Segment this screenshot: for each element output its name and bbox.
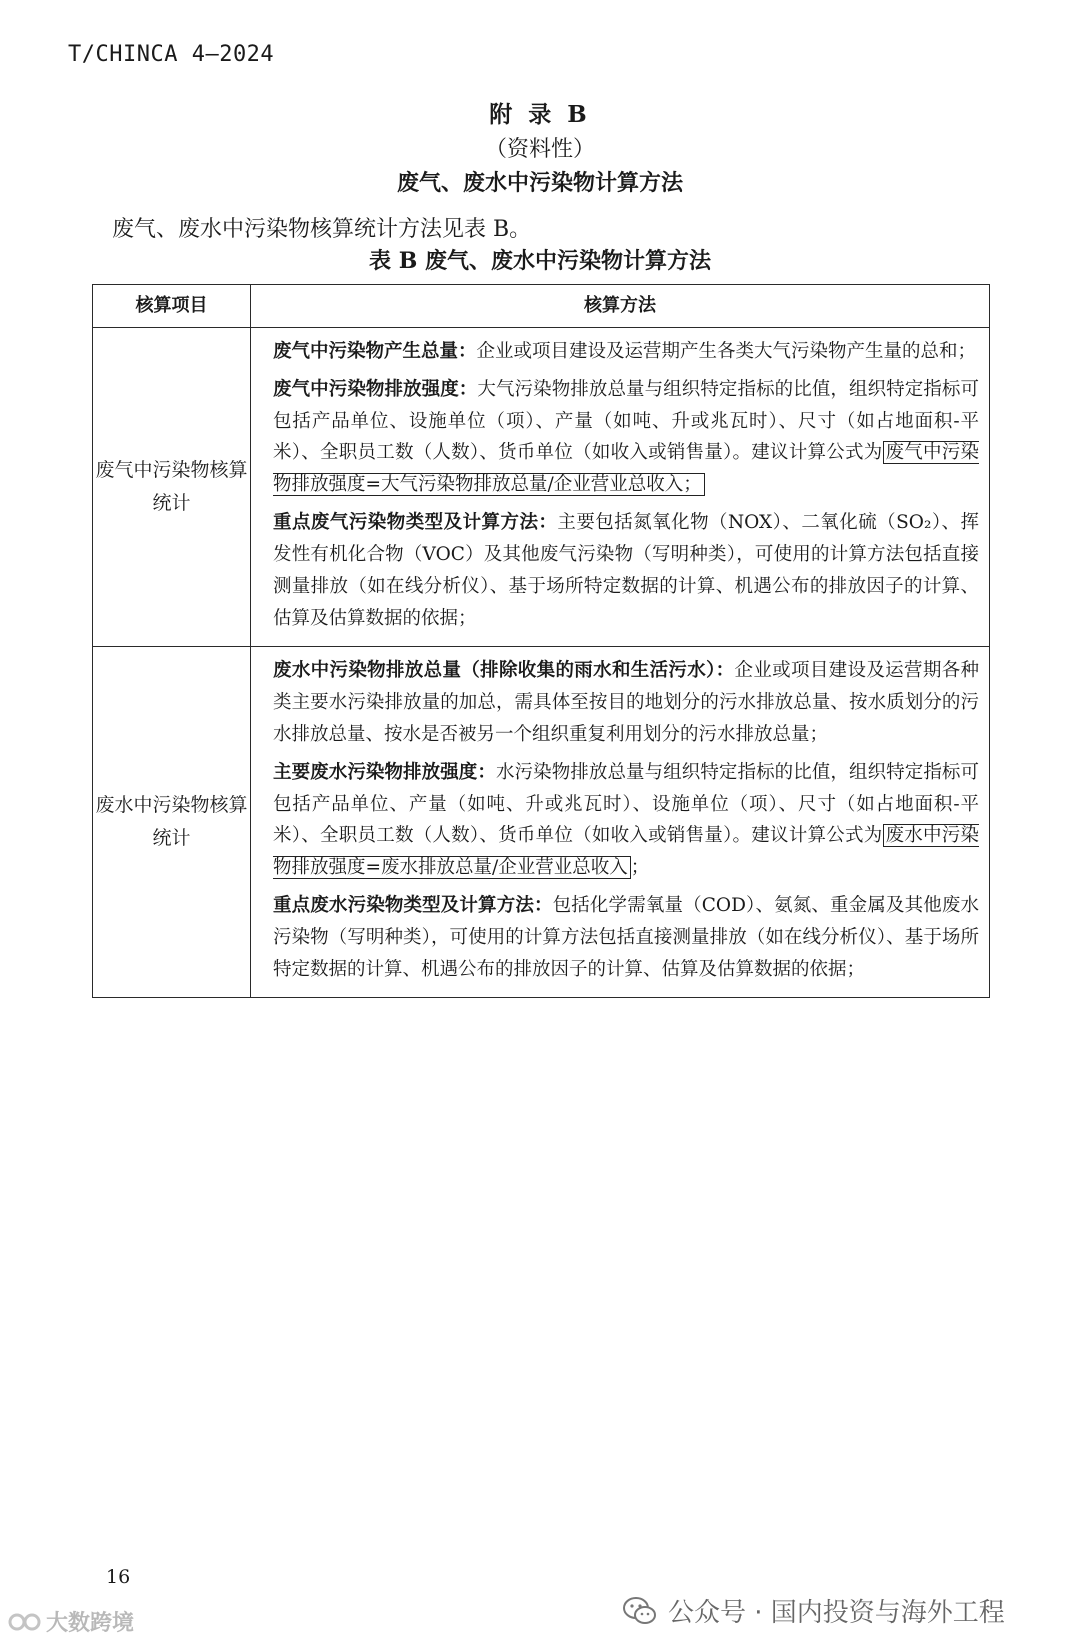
appendix-kind: （资料性） — [484, 137, 595, 162]
document-id: T/CHINCA 4—2024 — [68, 42, 275, 67]
watermark — [8, 1606, 134, 1637]
table-row — [93, 647, 990, 998]
header-item: 核算项目 — [93, 285, 251, 328]
wechat-icon — [622, 1596, 658, 1626]
formula-box: 废气中污染物排放强度=大气污染物排放总量/企业营业总收入； — [273, 442, 979, 496]
appendix-title: 附 录 B — [489, 101, 591, 128]
para-heading: 主要废水污染物排放强度： — [273, 761, 496, 783]
method-paragraph — [273, 757, 979, 884]
para-heading: 废气中污染物产生总量： — [273, 341, 477, 362]
header-method: 核算方法 — [251, 285, 990, 328]
para-after: ； — [630, 857, 650, 879]
table-row — [93, 328, 990, 647]
para-text: 主要包括氮氧化物（NOX）、二氧化硫（SO₂）、挥发性有机化合物（VOC）及其他废气污染物（写明种类），可使用的计算方法包括直接测量排放（如在线分析仪）、基于场所特定数据的计算、机遇公布的排放因子的计算、估算及估算数据的依据； — [273, 512, 979, 629]
item-cell: 废气中污染物核算统计 — [93, 328, 251, 647]
watermark-logo-icon — [8, 1610, 42, 1634]
para-text: 企业或项目建设及运营期产生各类大气污染物产生量的总和； — [476, 341, 977, 362]
method-cell — [251, 647, 990, 998]
method-paragraph — [273, 890, 979, 985]
table-caption: 表 B 废气、废水中污染物计算方法 — [369, 248, 711, 274]
calculation-table — [92, 284, 990, 998]
para-text: 包括化学需氧量（COD）、氨氮、重金属及其他废水污染物（写明种类），可使用的计算方法包括直接测量排放（如在线分析仪）、基于场所特定数据的计算、机遇公布的排放因子的计算、估算及估算数据的依据； — [273, 895, 979, 980]
para-text: 水污染物排放总量与组织特定指标的比值，组织特定指标可包括产品单位、产量（如吨、升或兆瓦时）、设施单位（项）、尺寸（如占地面积-平米）、全职员工数（人数）、货币单位（如收入或销售量）。建议计算公式为 — [273, 761, 979, 847]
para-heading: 重点废气污染物类型及计算方法： — [273, 512, 558, 534]
watermark-text: 大数跨境 — [46, 1611, 135, 1636]
para-heading: 重点废水污染物类型及计算方法： — [273, 895, 553, 916]
method-paragraph — [273, 336, 979, 368]
intro-paragraph: 废气、废水中污染物核算统计方法见表 B。 — [112, 217, 532, 242]
item-cell: 废水中污染物核算统计 — [93, 647, 251, 998]
page-number: 16 — [106, 1566, 131, 1588]
method-paragraph — [273, 507, 979, 634]
para-text: 大气污染物排放总量与组织特定指标的比值，组织特定指标可包括产品单位、设施单位（项）、产量（如吨、升或兆瓦时）、尺寸（如占地面积-平米）、全职员工数（人数）、货币单位（如收入或销售量）。建议计算公式为 — [273, 378, 979, 464]
method-paragraph — [273, 374, 979, 501]
appendix-subtitle: 废气、废水中污染物计算方法 — [396, 170, 683, 196]
method-cell — [251, 328, 990, 647]
para-text: 企业或项目建设及运营期各种类主要水污染排放量的加总，需具体至按目的地划分的污水排放总量、按水质划分的污水排放总量、按水是否被另一个组织重复利用划分的污水排放总量； — [273, 660, 979, 745]
method-paragraph — [273, 655, 979, 750]
formula-box: 废水中污染物排放强度=废水排放总量/企业营业总收入 — [273, 825, 979, 879]
para-heading: 废气中污染物排放强度： — [273, 378, 478, 400]
wechat-footer — [622, 1592, 1005, 1629]
para-heading: 废水中污染物排放总量（排除收集的雨水和生活污水）： — [273, 660, 735, 682]
table-header-row — [93, 285, 990, 328]
wechat-account-name: 公众号 · 国内投资与海外工程 — [668, 1598, 1005, 1628]
